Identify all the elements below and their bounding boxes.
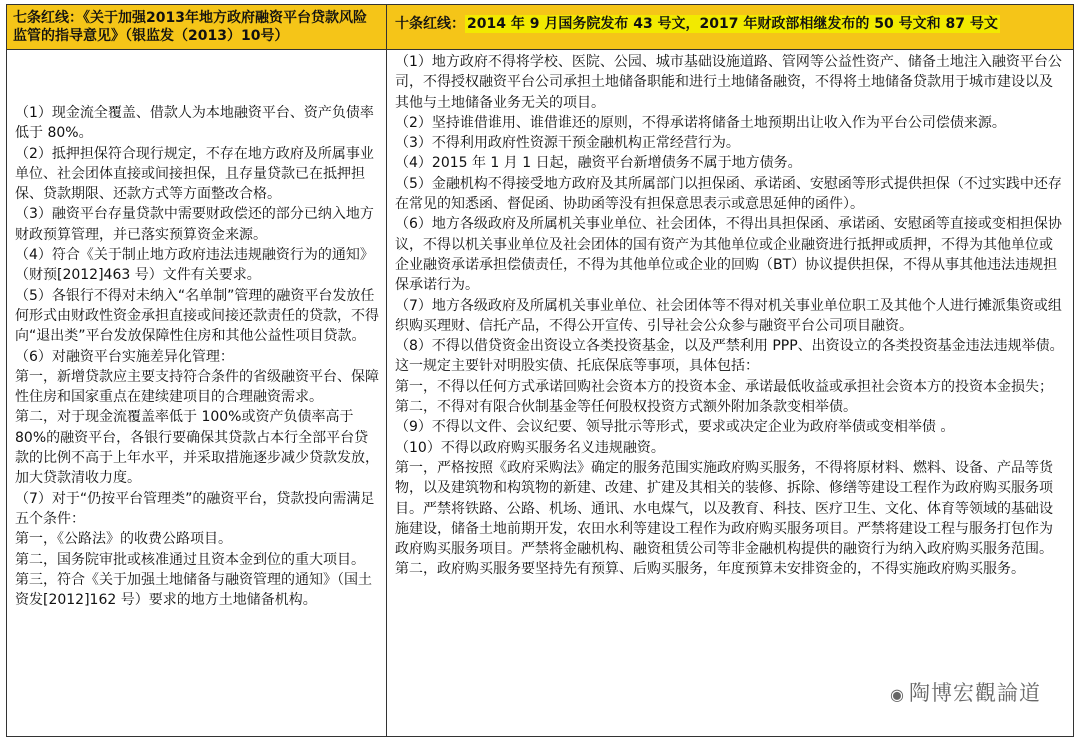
- right-paragraph: （2）坚持谁借谁用、谁借谁还的原则，不得承诺将储备土地预期出让收入作为平台公司偿债来源。: [395, 114, 1006, 131]
- left-paragraph: 第一，《公路法》的收费公路项目。: [15, 531, 232, 548]
- right-paragraph: （6）地方各级政府及所属机关事业单位、社会团体，不得出具担保函、承诺函、安慰函等直接或变相担保协议，不得以机关事业单位及社会团体的国有资产为其他单位或企业融资进行抵押或质押，不得为其他单位或企业融资承诺承担偿债责任，不得为其他单位或企业的回购（BT）协议提供担保，不得从事其他违法违规担保承诺行为。: [395, 216, 1062, 294]
- right-header-highlight: 2014 年 9 月国务院发布 43 号文，2017 年财政部相继发布的 50 号文和 87 号文: [467, 16, 998, 32]
- comparison-table: [6, 4, 1074, 737]
- right-column-body: [387, 50, 1073, 580]
- right-paragraph: （1）地方政府不得将学校、医院、公园、城市基础设施道路、管网等公益性资产、储备土地注入融资平台公司，不得授权融资平台公司承担土地储备职能和进行土地储备融资，不得将土地储备贷款用于城市建设以及其他与土地储备业务无关的项目。: [395, 54, 1062, 111]
- left-paragraph: （3）融资平台存量贷款中需要财政偿还的部分已纳入地方财政预算管理，并已落实预算资金来源。: [15, 206, 374, 243]
- right-paragraph: 第一，严格按照《政府采购法》确定的服务范围实施政府购买服务，不得将原材料、燃料、设备、产品等货物，以及建筑物和构筑物的新建、改建、扩建及其相关的装修、拆除、修缮等建设工程作为政府购买服务项目。严禁将铁路、公路、机场、通讯、水电煤气，以及教育、科技、医疗卫生、文化、体育等领域的基础设施建设，储备土地前期开发，农田水利等建设工程作为政府购买服务项目。严禁将建设工程与服务打包作为政府购买服务项目。严禁将金融机构、融资租赁公司等非金融机构提供的融资行为纳入政府购买服务范围。: [395, 459, 1053, 558]
- left-paragraph: 第三，符合《关于加强土地储备与融资管理的通知》（国土资发[2012]162 号）要求的地方土地储备机构。: [15, 571, 372, 609]
- left-paragraph: 第二，对于现金流覆盖率低于 100%或资产负债率高于 80%的融资平台，各银行要确保其贷款占本行全部平台贷款的比例不高于上年水平，并采取措施逐步减少贷款发放，加大贷款清收力度。: [15, 409, 379, 487]
- right-paragraph: 第一，不得以任何方式承诺回购社会资本方的投资本金、承诺最低收益或承担社会资本方的投资本金损失；第二，不得对有限合伙制基金等任何股权投资方式额外附加条款变相举债。: [395, 378, 1053, 416]
- left-paragraph: （6）对融资平台实施差异化管理：: [15, 348, 234, 365]
- left-paragraph: （4）符合《关于制止地方政府违法违规融资行为的通知》（财预[2012]463 号）文件有关要求。: [15, 247, 374, 284]
- watermark-text: 陶博宏觀論道: [909, 681, 1041, 705]
- right-column-header: [387, 5, 1073, 50]
- right-paragraph: （7）地方各级政府及所属机关事业单位、社会团体等不得对机关事业单位职工及其他个人进行摊派集资或组织购买理财、信托产品，不得公开宣传、引导社会公众参与融资平台公司项目融资。: [395, 297, 1062, 334]
- right-header-prefix: 十条红线：: [395, 16, 465, 32]
- left-column: [7, 5, 387, 736]
- right-paragraph: （4）2015 年 1 月 1 日起，融资平台新增债务不属于地方债务。: [395, 155, 802, 172]
- left-column-header: [7, 5, 386, 50]
- right-paragraph: （3）不得利用政府性资源干预金融机构正常经营行为。: [395, 135, 740, 152]
- left-paragraph: （1）现金流全覆盖、借款人为本地融资平台、资产负债率低于 80%。: [15, 105, 374, 142]
- left-paragraph: （5）各银行不得对未纳入“名单制”管理的融资平台发放任何形式由财政性资金承担直接或间接还款责任的贷款，不得向“退出类”平台发放保障性住房和其他公益性项目贷款。: [15, 287, 379, 345]
- left-paragraph: （2）抵押担保符合现行规定，不存在地方政府及所属事业单位、社会团体直接或间接担保，且存量贷款已在抵押担保、贷款期限、还款方式等方面整改合格。: [15, 145, 374, 203]
- left-paragraph: 第一，新增贷款应主要支持符合条件的省级融资平台、保障性住房和国家重点在建续建项目的合理融资需求。: [15, 368, 379, 406]
- right-paragraph: （9）不得以文件、会议纪要、领导批示等形式，要求或决定企业为政府举债或变相举债 。: [395, 419, 955, 436]
- wechat-icon: ◉: [890, 685, 905, 704]
- left-column-body: [7, 50, 386, 610]
- right-paragraph: （5）金融机构不得接受地方政府及其所属部门以担保函、承诺函、安慰函等形式提供担保（不过实践中还存在常见的知悉函、督促函、协助函等没有担保意思表示或意思延伸的函件）。: [395, 175, 1062, 213]
- right-column: [387, 5, 1073, 736]
- left-paragraph: 第二，国务院审批或核准通过且资本金到位的重大项目。: [15, 551, 365, 568]
- right-paragraph: 第二，政府购买服务要坚持先有预算、后购买服务，年度预算未安排资金的，不得实施政府购买服务。: [395, 561, 1025, 578]
- left-paragraph: （7）对于“仍按平台管理类”的融资平台，贷款投向需满足五个条件：: [15, 490, 375, 527]
- right-paragraph: （10）不得以政府购买服务名义违规融资。: [395, 439, 665, 456]
- left-header-text: 七条红线：《关于加强2013年地方政府融资平台贷款风险监管的指导意见》（银监发（2013）10号）: [13, 10, 367, 44]
- right-paragraph: （8）不得以借贷资金出资设立各类投资基金，以及严禁利用 PPP、出资设立的各类投资基金违法违规举债。这一规定主要针对明股实债、托底保底等事项，具体包括：: [395, 338, 1064, 375]
- watermark: [886, 677, 1045, 707]
